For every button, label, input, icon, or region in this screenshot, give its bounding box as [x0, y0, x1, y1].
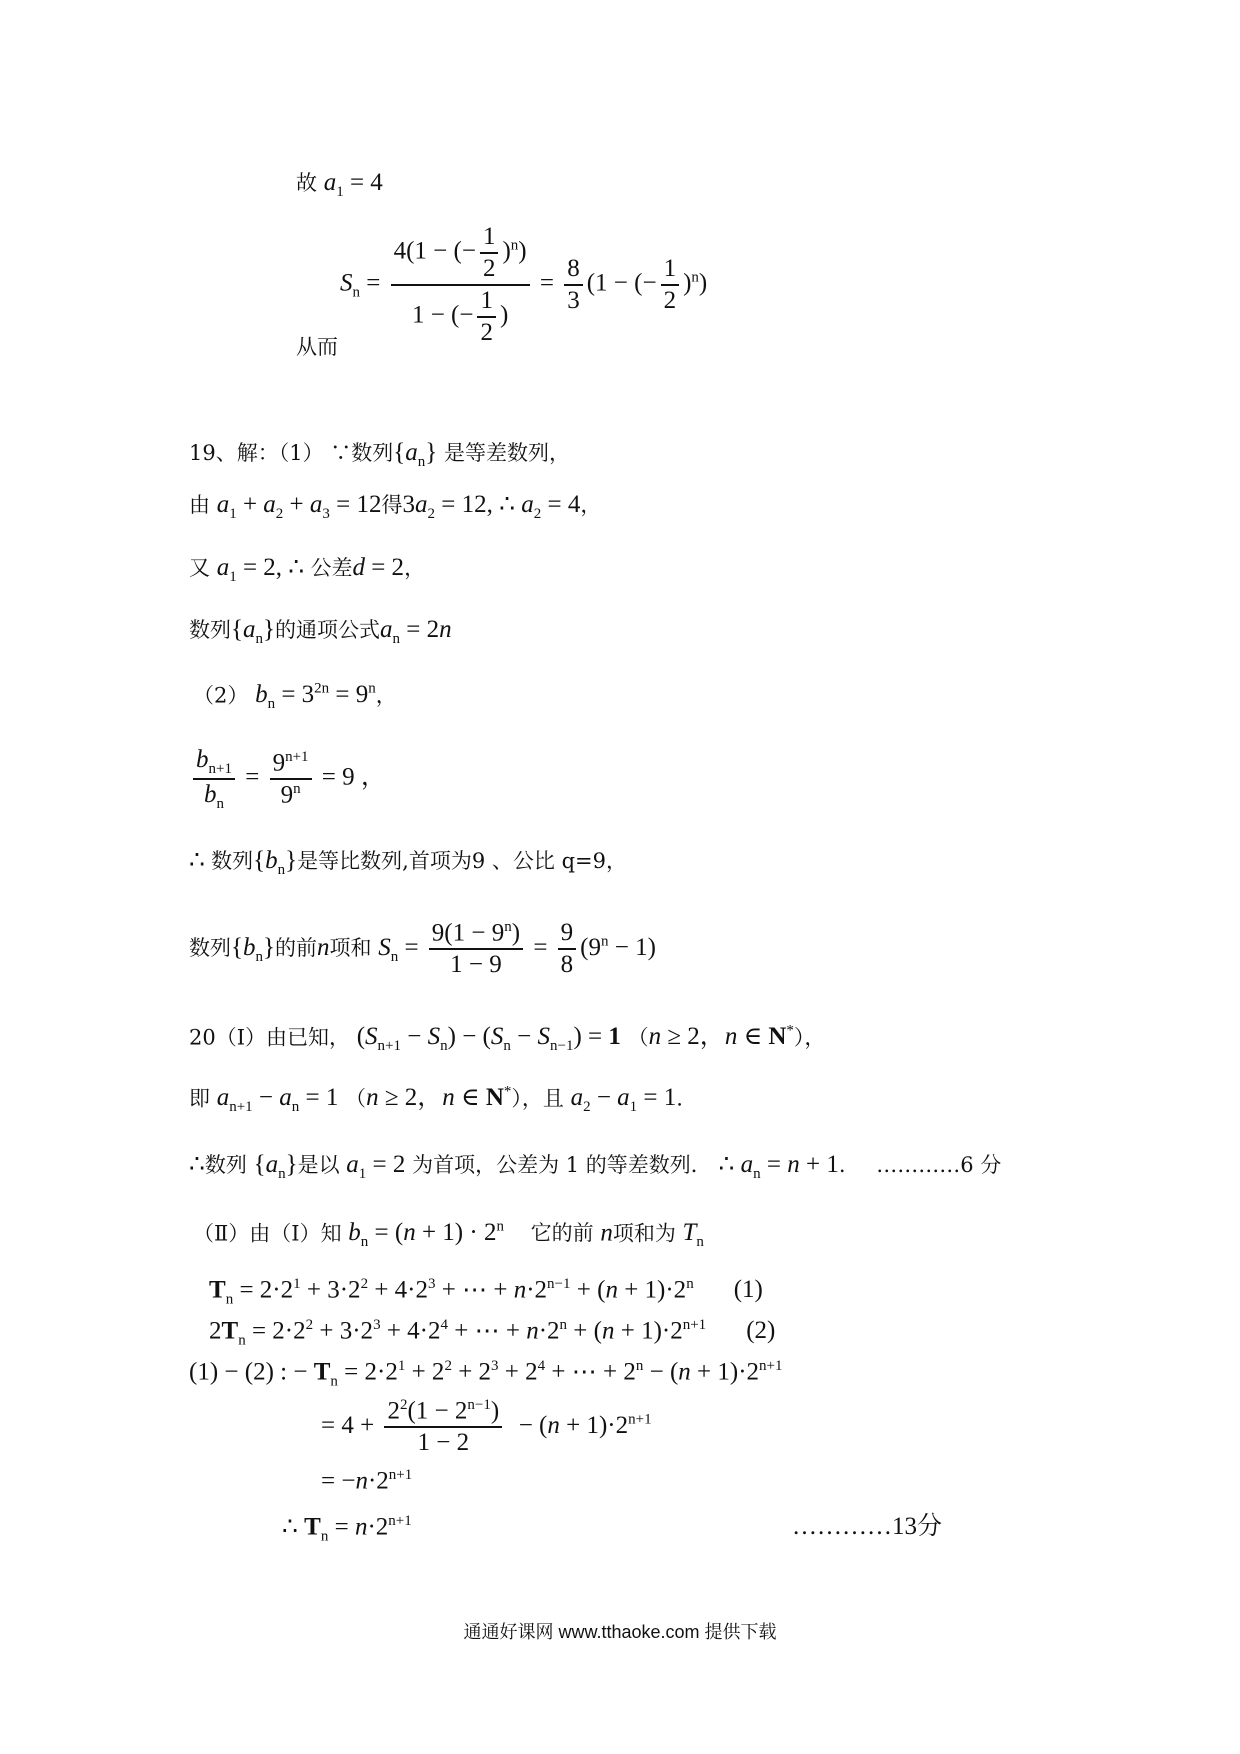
page-footer: 通通好课网 www.tthaoke.com 提供下载 [463, 1622, 777, 1642]
eq-sum: = 4 + $\frac{2^2(1 - 2^{n-1})}{1 - 2}$ − $(n + 1)\cdot 2^{n+1}$ [321, 1397, 652, 1457]
eq-final: ∴ $T_n = n\cdot 2^{n+1}$ [282, 1513, 412, 1545]
line-a1 [296, 168, 383, 201]
q19-line2: 由 $a_1 + a_2 + a_3 = 12$得$3a_2 = 12$, ∴ $a_2 = 4$， [189, 491, 602, 522]
q20-line1: 20（Ⅰ）由已知， $(S_{n+1} - S_n) - (S_n - S_{n-1}) = 1$ （n ≥ 2，n ∈ N*）， [189, 1023, 826, 1055]
q19-head: 19、解：（1） ∵数列$\{a_n\}$ 是等差数列， [189, 439, 570, 470]
eq-1: $T_n = 2\cdot 2^1 + 3\cdot 2^2 + 4\cdot 2^3$ + ⋯ + $n\cdot 2^{n-1} + (n + 1)\cdot 2^n$ (1) [209, 1276, 763, 1308]
eq-diff: (1) − (2) : − $T_n = 2\cdot 2^1 + 2^2 + 2^3 + 2^4$ + ⋯ + $2^n - (n + 1)\cdot 2^{n+1}$ [189, 1358, 783, 1390]
q20-line4: （Ⅱ）由（Ⅰ）知 $b_n = (n + 1) \cdot 2^n$ 它的前 n项和为 $T_n$ [193, 1219, 704, 1251]
formula-sn: $S_n$ = 4(1 − (− $\frac{1}{2}$ )$^n$) 1 − (− $\frac{1}{2}$ ) = $\frac{8}{3}$ (1 − (− $\frac{1}{2}$ )$^n$) [340, 223, 708, 346]
q19-line4: 数列$\{a_n\}$的通项公式$a_n = 2n$ [189, 616, 452, 647]
eq-simplify: = $-n\cdot 2^{n+1}$ [321, 1467, 413, 1495]
q20-line2: 即 $a_{n+1} - a_n = 1$ （n ≥ 2，n ∈ N*），且 $a_2 - a_1 = 1$. [189, 1084, 683, 1116]
score-13: …………13分 [792, 1513, 943, 1540]
q19-line3: 又 $a_1 = 2$, ∴ 公差d = 2， [189, 554, 426, 585]
q19-ratio: $\frac{b_{n+1}}{b_n}$ = $\frac{9^{n+1}}{9^n}$ = 9 ， [189, 745, 386, 813]
q19-line8: 数列$\{b_n\}$的前n项和 $S_n$ = $\frac{9(1 - 9^n)}{1 - 9}$ = $\frac{9}{8}$ $(9^n - 1)$ [189, 919, 656, 979]
gu-text: 故 [296, 171, 317, 195]
score-6: …………6 分 [876, 1153, 1002, 1177]
eq-2: $2T_n = 2\cdot 2^2 + 3\cdot 2^3 + 4\cdot 2^4$ + ⋯ + $n\cdot 2^n + (n + 1)\cdot 2^{n+1}$ (2) [209, 1317, 776, 1349]
q19-line5: （2） $b_n = 3^{2n} = 9^n$， [193, 681, 397, 713]
q20-line3: ∴数列 $\{a_n\}$是以 $a_1 = 2$ 为首项，公差为 1 的等差数列． ∴ $a_n = n + 1$. …………6 分 [189, 1151, 1002, 1182]
math-a1: $a_1 = 4$ [323, 169, 383, 200]
cong-er-text: 从而 [296, 335, 338, 359]
q19-line7: ∴ 数列$\{b_n\}$是等比数列,首项为9 、公比 q=9， [189, 847, 627, 878]
